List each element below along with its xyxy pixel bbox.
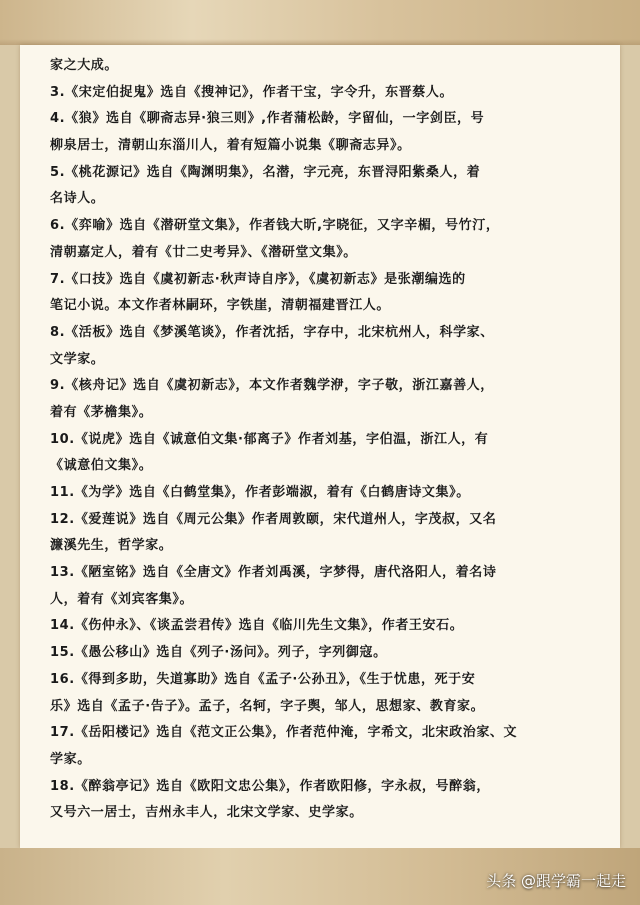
text-line: 文学家。: [50, 351, 105, 367]
text-line: 5.《桃花源记》选自《陶渊明集》，名潜，字元亮，东晋浔阳紫桑人，着: [50, 164, 481, 180]
text-line: 16.《得到多助，失道寡助》选自《孟子·公孙丑》，《生于忧患，死于安: [50, 671, 476, 687]
text-line: 4.《狼》选自《聊斋志异·狼三则》,作者蒲松龄，字留仙，一字剑臣，号: [50, 111, 485, 127]
text-line: 3.《宋定伯捉鬼》选自《搜神记》，作者干宝，字令升，东晋蔡人。: [50, 84, 454, 100]
text-line: 7.《口技》选自《虞初新志·秋声诗自序》，《虞初新志》是张潮编选的: [50, 271, 466, 287]
text-line: 11.《为学》选自《白鹤堂集》，作者彭端淑，着有《白鹤唐诗文集》。: [50, 485, 470, 500]
text-line: 12.《爱莲说》选自《周元公集》作者周敦颐，宋代道州人，字茂叔，又名: [50, 511, 497, 527]
text-line: 9.《核舟记》选自《虞初新志》，本文作者魏学洢，字子敬，浙江嘉善人，: [50, 378, 494, 394]
text-line: 乐》选自《孟子·告子》。孟子，名轲，字子舆，邹人，思想家、教育家。: [50, 698, 485, 714]
text-line: 13.《陋室铭》选自《全唐文》作者刘禹溪，字梦得，唐代洛阳人，着名诗: [50, 565, 497, 581]
document-page: [20, 45, 620, 848]
text-line: 名诗人。: [50, 191, 105, 207]
text-line: 18.《醉翁亭记》选自《欧阳文忠公集》，作者欧阳修，字永叔，号醉翁，: [50, 778, 490, 794]
text-line: 笔记小说。本文作者林嗣环，字铁崖，清朝福建晋江人。: [50, 298, 391, 314]
text-line: 15.《愚公移山》选自《列子·汤问》。列子，字列御寇。: [50, 645, 387, 661]
watermark-text: 头条 @跟学霸一起走: [486, 872, 626, 890]
text-line: 柳泉居士，清朝山东淄川人，着有短篇小说集《聊斋志异》。: [50, 138, 411, 154]
top-decor-band: [0, 0, 640, 45]
text-line: 8.《活板》选自《梦溪笔谈》，作者沈括，字存中，北宋杭州人，科学家、: [50, 324, 494, 340]
text-line: 着有《茅檐集》。: [50, 404, 153, 420]
document-text: [50, 53, 610, 827]
text-line: 家之大成。: [50, 58, 119, 73]
text-line: 又号六一居士，吉州永丰人，北宋文学家、史学家。: [50, 805, 363, 821]
text-line: 14.《伤仲永》、《谈孟尝君传》选自《临川先生文集》，作者王安石。: [50, 618, 464, 634]
text-line: 人，着有《刘宾客集》。: [50, 591, 194, 607]
text-line: 17.《岳阳楼记》选自《范文正公集》，作者范仲淹，字希文，北宋政治家、文: [50, 725, 518, 741]
text-line: 6.《弈喻》选自《潜研堂文集》，作者钱大昕,字晓征，又字辛楣，号竹汀，: [50, 218, 500, 234]
text-line: 学家。: [50, 751, 91, 767]
text-line: 10.《说虎》选自《诚意伯文集·郁离子》作者刘基，字伯温，浙江人，有: [50, 431, 489, 447]
text-line: 清朝嘉定人，着有《廿二史考异》、《潜研堂文集》。: [50, 244, 357, 260]
text-line: 濂溪先生，哲学家。: [50, 538, 173, 554]
text-line: 《诚意伯文集》。: [50, 458, 153, 474]
